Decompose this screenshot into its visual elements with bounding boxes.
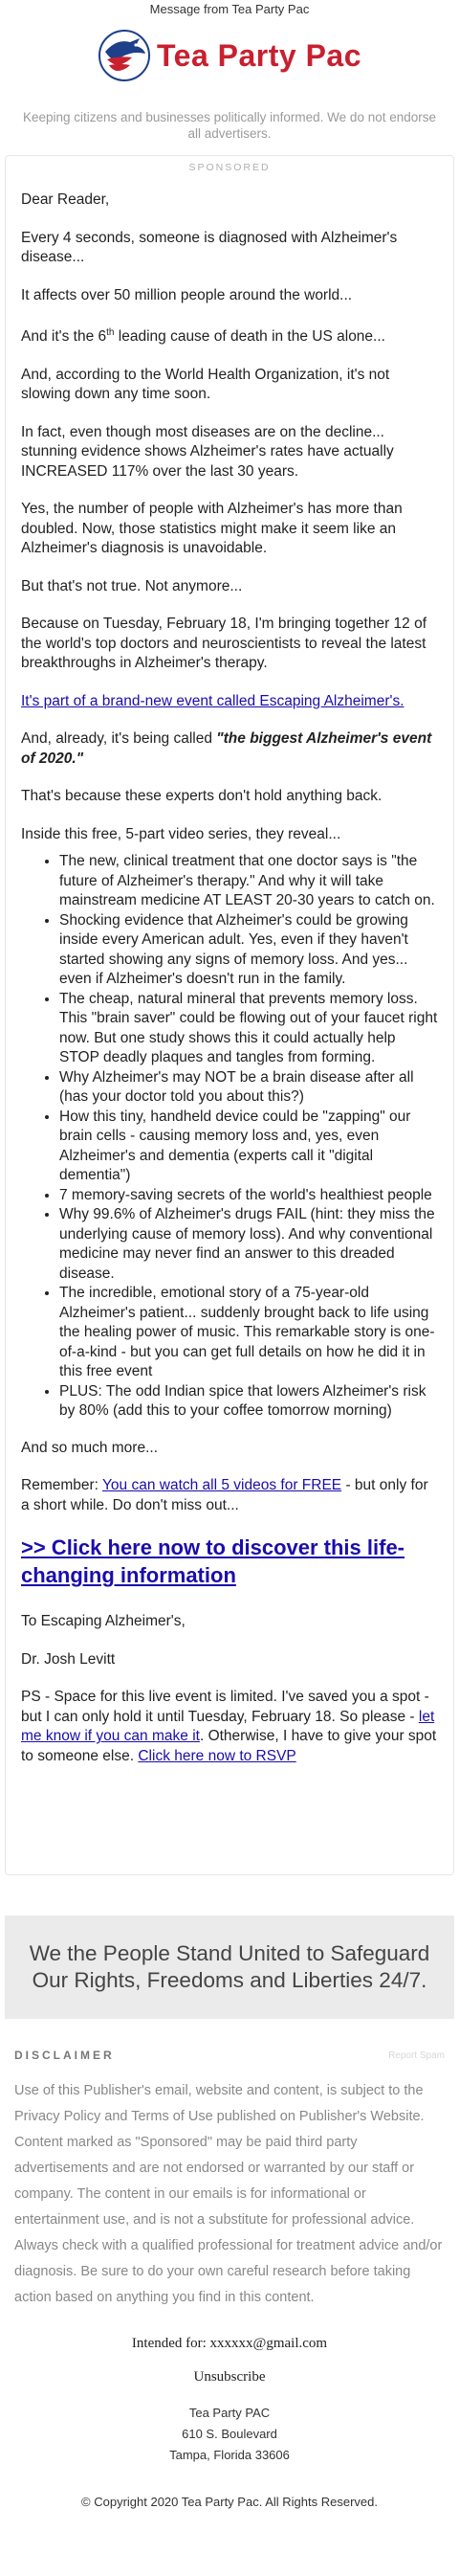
ad-body <box>21 190 438 1766</box>
eagle-logo-icon <box>98 29 151 82</box>
list-item: • The cheap, natural mineral that prevents memory loss. This "brain saver" could be flowing out of your faucet right now. But one study shows this it could actually help STOP deadly plaques and tangles from forming. <box>59 990 438 1068</box>
list-item: • How this tiny, handheld device could be "zapping" our brain cells - causing memory loss and, yes, even Alzheimer's and dementia (experts call it "digital dementia") <box>59 1108 438 1186</box>
paragraph: In fact, even though most diseases are on the decline... stunning evidence shows Alzheimer's rates have actually INCREASED 117% over the last 30 years. <box>21 423 394 480</box>
sponsored-label: SPONSORED <box>188 162 271 173</box>
postscript <box>21 1688 438 1766</box>
disclaimer <box>14 2048 445 2311</box>
unsubscribe-link[interactable]: Unsubscribe <box>193 2369 266 2385</box>
signoff: To Escaping Alzheimer's, <box>21 1613 186 1630</box>
paragraph <box>21 1476 438 1515</box>
address-line: Tea Party PAC <box>188 2406 271 2420</box>
text: And it's the 6 <box>21 328 107 346</box>
list-item: • PLUS: The odd Indian spice that lowers Alzheimer's risk by 80% (add this to your coffee tomorrow morning) <box>59 1382 438 1422</box>
text: Remember: <box>21 1477 102 1494</box>
reveal-list <box>21 852 438 1422</box>
event-link[interactable]: It's part of a brand-new event called Escaping Alzheimer's. <box>21 692 404 709</box>
watch-videos-link[interactable]: You can watch all 5 videos for FREE <box>102 1477 342 1494</box>
text: leading cause of death in the US alone... <box>114 328 385 346</box>
paragraph: Inside this free, 5-part video series, they reveal... <box>21 825 341 842</box>
paragraph <box>21 692 438 712</box>
disclaimer-text: Use of this Publisher's email, website and content, is subject to the Privacy Policy and Terms of Use published on Publisher's Website. Content marked as "Sponsored" may be paid third party advertisements and are not endorsed or warranted by our staff or company. The content in our emails is for informational or entertainment use, and is not a substitute for professional advice. Always check with a qualified professional for treatment advice and/or diagnosis. Be sure to do your own careful research before taking action based on anything you find in this content. <box>14 2083 443 2305</box>
paragraph: Yes, the number of people with Alzheimer's has more than doubled. Now, those statistics might make it seem like an Alzheimer's diagnosis is unavoidable. <box>21 501 403 557</box>
disclaimer-title: DISCLAIMER <box>14 2049 115 2062</box>
paragraph: It affects over 50 million people around the world... <box>21 286 353 303</box>
attend-link[interactable]: let me know if you can make it <box>21 1708 435 1745</box>
paragraph: Because on Tuesday, February 18, I'm bringing together 12 of the world's top doctors and neuroscientists to reveal the latest breakthroughs in Alzheimer's therapy. <box>21 616 427 672</box>
paragraph: But that's not true. Not anymore... <box>21 577 243 594</box>
address-line: Tampa, Florida 33606 <box>169 2448 290 2462</box>
paragraph: That's because these experts don't hold anything back. <box>21 788 382 805</box>
quote: "the biggest Alzheimer's event of 2020." <box>21 730 432 767</box>
address-line: 610 S. Boulevard <box>182 2427 277 2441</box>
list-item: • Why 99.6% of Alzheimer's drugs FAIL (hint: they miss the underlying cause of memory loss). And why conventional medicine may never find an answer to this dreaded disease. <box>59 1205 438 1284</box>
rsvp-link[interactable]: Click here now to RSVP <box>138 1747 296 1764</box>
paragraph <box>21 729 438 769</box>
list-item: • Shocking evidence that Alzheimer's could be growing inside every American adult. Yes, even if they haven't started showing any signs of memory loss. And yes... even if Alzheimer's doesn't run in the family. <box>59 911 438 990</box>
address <box>0 2403 459 2466</box>
header-label: Message from Tea Party Pac <box>149 2 310 16</box>
paragraph: Every 4 seconds, someone is diagnosed with Alzheimer's disease... <box>21 229 398 265</box>
list-item: • The new, clinical treatment that one doctor says is "the future of Alzheimer's therapy." And why it will take mainstream medicine AT LEAST 20-30 years to catch on. <box>59 852 438 911</box>
superscript: th <box>106 327 115 338</box>
logo-text: Tea Party Pac <box>156 37 362 73</box>
list-item: • The incredible, emotional story of a 75-year-old Alzheimer's patient... suddenly brought back to life using the healing power of music. This remarkable story is one-of-a-kind - but you can get full details on how he did it in this free event <box>59 1284 438 1382</box>
sponsored-content <box>5 155 454 1875</box>
text: - but only for a short while. Do don't miss out... <box>21 1477 428 1513</box>
greeting: Dear Reader, <box>21 191 110 208</box>
intended-for: Intended for: xxxxxx@gmail.com <box>131 2336 328 2351</box>
list-item: • 7 memory-saving secrets of the world's healthiest people <box>59 1186 438 1206</box>
text: PS - Space for this live event is limited. I've saved you a spot - but I can only hold it until Tuesday, February 18. So please - <box>21 1689 429 1725</box>
report-spam-link[interactable]: Report Spam <box>388 2050 445 2061</box>
text: . Otherwise, I have to give your spot to someone else. <box>21 1728 437 1764</box>
paragraph: And, according to the World Health Organization, it's not slowing down any time soon. <box>21 366 390 403</box>
text: And, already, it's being called <box>21 730 217 748</box>
list-item: • Why Alzheimer's may NOT be a brain disease after all (has your doctor told you about this?) <box>59 1068 438 1108</box>
copyright: © Copyright 2020 Tea Party Pac. All Rights Reserved. <box>81 2495 378 2509</box>
paragraph: And so much more... <box>21 1439 159 1456</box>
logo[interactable] <box>0 27 459 84</box>
paragraph <box>21 324 438 347</box>
banner: We the People Stand United to Safeguard Our Rights, Freedoms and Liberties 24/7. <box>5 1915 454 2019</box>
cta-link[interactable]: >> Click here now to discover this life-changing information <box>21 1535 405 1588</box>
signature: Dr. Josh Levitt <box>21 1650 116 1668</box>
tagline: Keeping citizens and businesses politically informed. We do not endorse all advertisers. <box>23 110 436 141</box>
